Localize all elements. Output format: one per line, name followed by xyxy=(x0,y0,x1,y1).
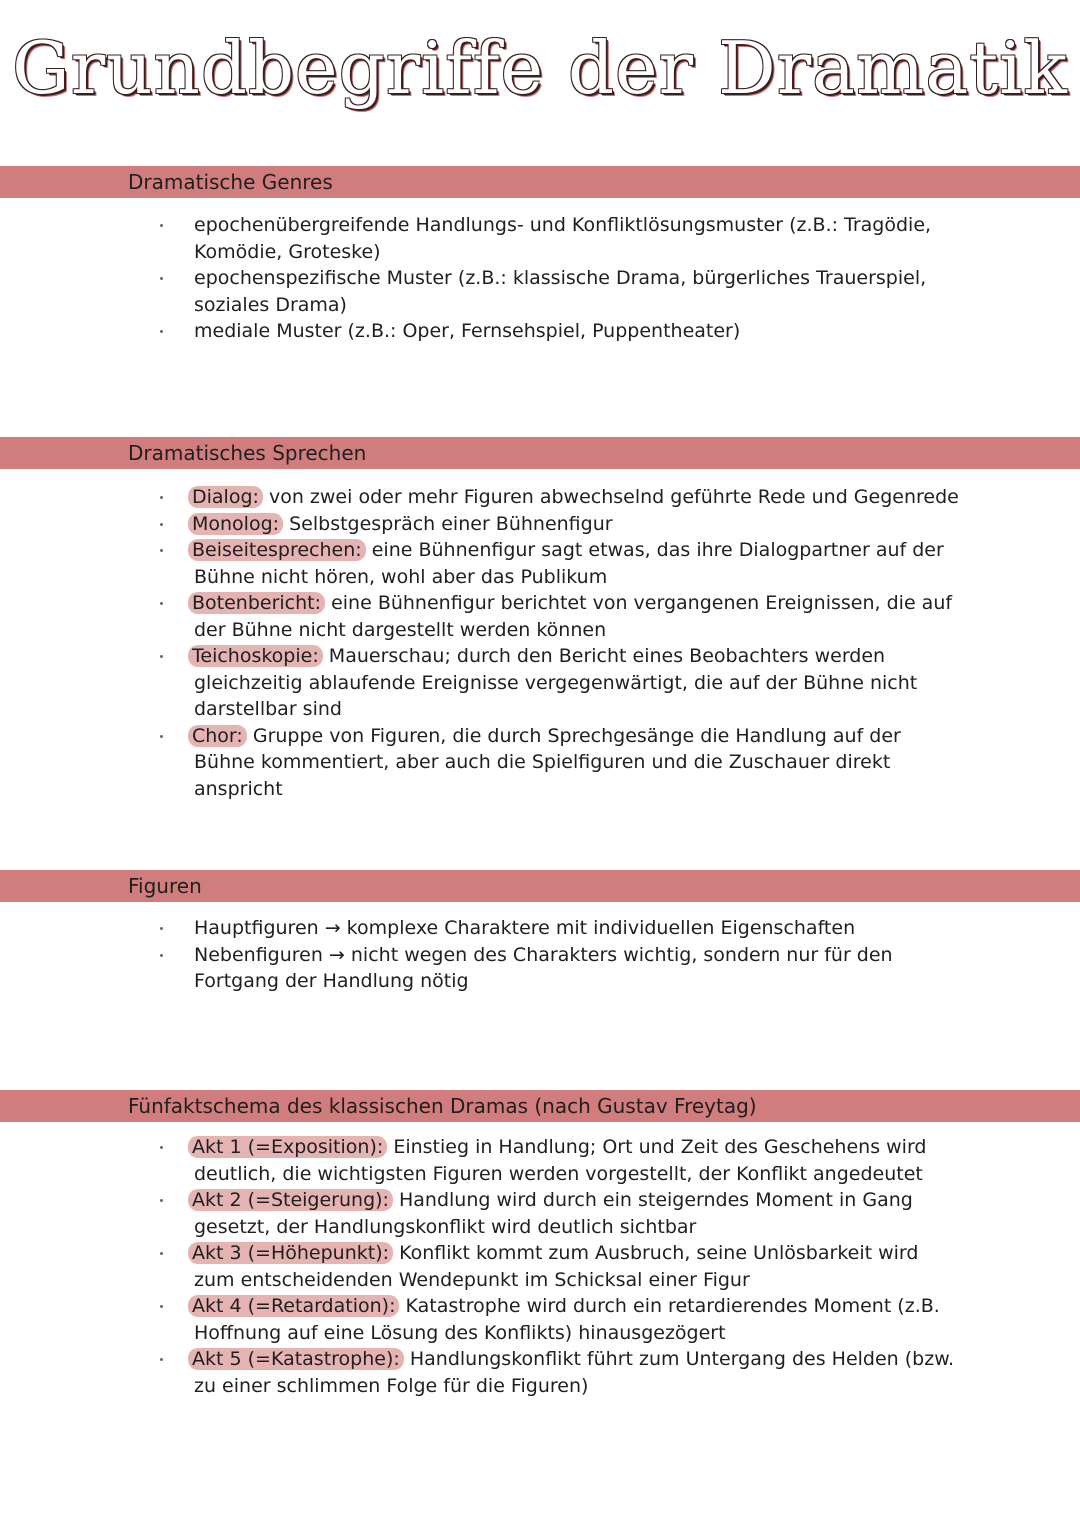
list-item xyxy=(0,537,1080,590)
item-text: Handlung wird durch ein steigerndes Moment in Gang gesetzt, der Handlungskonflikt wird deutlich sichtbar xyxy=(194,1189,913,1238)
item-text: Konflikt kommt zum Ausbruch, seine Unlösbarkeit wird zum entscheidenden Wendepunkt im Schicksal einer Figur xyxy=(194,1242,919,1291)
section-dramatische-genres xyxy=(0,166,1080,198)
list-item xyxy=(0,318,1080,345)
item-text: von zwei oder mehr Figuren abwechselnd geführte Rede und Gegenrede xyxy=(268,486,959,508)
list-item xyxy=(0,212,1080,265)
list-item xyxy=(0,590,1080,643)
term-highlight: Akt 3 (=Höhepunkt): xyxy=(188,1242,393,1264)
list-item xyxy=(0,511,1080,538)
list-item xyxy=(0,915,1080,942)
bullet-icon xyxy=(160,735,163,738)
item-text: Nebenfiguren → nicht wegen des Charakters wichtig, sondern nur für den Fortgang der Handlung nötig xyxy=(194,943,893,992)
term-highlight: Akt 4 (=Retardation): xyxy=(188,1295,399,1317)
section-heading: Dramatisches Sprechen xyxy=(0,437,1080,469)
item-text: Handlungskonflikt führt zum Untergang des Helden (bzw. zu einer schlimmen Folge für die Figuren) xyxy=(194,1348,955,1397)
bullet-icon xyxy=(160,1146,163,1149)
term-highlight: Botenbericht: xyxy=(188,592,325,614)
bullet-icon xyxy=(160,496,163,499)
item-text: eine Bühnenfigur berichtet von vergangenen Ereignissen, die auf der Bühne nicht dargestellt werden können xyxy=(194,592,953,641)
list-item xyxy=(0,1134,1080,1187)
term-highlight: Beiseitesprechen: xyxy=(188,539,366,561)
section-heading: Fünfaktschema des klassischen Dramas (nach Gustav Freytag) xyxy=(0,1090,1080,1122)
term-highlight: Akt 5 (=Katastrophe): xyxy=(188,1348,404,1370)
list-item xyxy=(0,484,1080,511)
item-text: Hauptfiguren → komplexe Charaktere mit individuellen Eigenschaften xyxy=(194,917,856,939)
section-heading: Figuren xyxy=(0,870,1080,902)
list-item xyxy=(0,265,1080,318)
bullet-icon xyxy=(160,523,163,526)
list-item xyxy=(0,1346,1080,1399)
section-heading: Dramatische Genres xyxy=(0,166,1080,198)
item-text: Gruppe von Figuren, die durch Sprechgesänge die Handlung auf der Bühne kommentiert, aber auch die Spielfiguren und die Zuschauer direkt anspricht xyxy=(194,724,901,800)
list-figuren xyxy=(0,915,1080,995)
list-item xyxy=(0,1187,1080,1240)
bullet-icon xyxy=(160,954,163,957)
bullet-icon xyxy=(160,1358,163,1361)
list-item xyxy=(0,723,1080,803)
bullet-icon xyxy=(160,1252,163,1255)
item-text: Selbstgespräch einer Bühnenfigur xyxy=(289,512,613,535)
item-text: mediale Muster (z.B.: Oper, Fernsehspiel, Puppentheater) xyxy=(194,320,741,342)
item-text: epochenspezifische Muster (z.B.: klassische Drama, bürgerliches Trauerspiel, soziales Drama) xyxy=(194,267,927,316)
section-figuren xyxy=(0,870,1080,902)
bullet-icon xyxy=(160,1305,163,1308)
bullet-icon xyxy=(160,602,163,605)
list-dramatische-genres xyxy=(0,212,1080,345)
bullet-icon xyxy=(160,1199,163,1202)
page-title: Grundbegriffe der Dramatik xyxy=(12,26,1068,110)
section-dramatisches-sprechen xyxy=(0,437,1080,469)
term-highlight: Monolog: xyxy=(188,513,283,535)
item-text: Mauerschau; durch den Bericht eines Beobachters werden gleichzeitig ablaufende Ereignisse vergegenwärtigt, die auf der Bühne nicht darstellbar sind xyxy=(194,645,918,720)
term-highlight: Chor: xyxy=(188,725,247,747)
term-highlight: Akt 2 (=Steigerung): xyxy=(188,1189,393,1211)
section-fuenfaktschema xyxy=(0,1090,1080,1122)
term-highlight: Akt 1 (=Exposition): xyxy=(188,1136,387,1158)
bullet-icon xyxy=(160,927,163,930)
bullet-icon xyxy=(160,655,163,658)
term-highlight: Teichoskopie: xyxy=(188,645,323,667)
bullet-icon xyxy=(160,330,163,333)
list-item xyxy=(0,1240,1080,1293)
item-text: Einstieg in Handlung; Ort und Zeit des Geschehens wird deutlich, die wichtigsten Figuren werden vorgestellt, der Konflikt angedeutet xyxy=(194,1136,927,1185)
list-fuenfaktschema xyxy=(0,1134,1080,1399)
list-dramatisches-sprechen xyxy=(0,484,1080,802)
item-text: eine Bühnenfigur sagt etwas, das ihre Dialogpartner auf der Bühne nicht hören, wohl aber das Publikum xyxy=(194,539,944,588)
list-item xyxy=(0,942,1080,995)
item-text: Katastrophe wird durch ein retardierendes Moment (z.B. Hoffnung auf eine Lösung des Konflikts) hinausgezögert xyxy=(194,1295,940,1344)
list-item xyxy=(0,643,1080,723)
list-item xyxy=(0,1293,1080,1346)
bullet-icon xyxy=(160,224,163,227)
item-text: epochenübergreifende Handlungs- und Konfliktlösungsmuster (z.B.: Tragödie, Komödie, Groteske) xyxy=(194,214,932,263)
term-highlight: Dialog: xyxy=(188,486,263,508)
bullet-icon xyxy=(160,549,163,552)
bullet-icon xyxy=(160,277,163,280)
